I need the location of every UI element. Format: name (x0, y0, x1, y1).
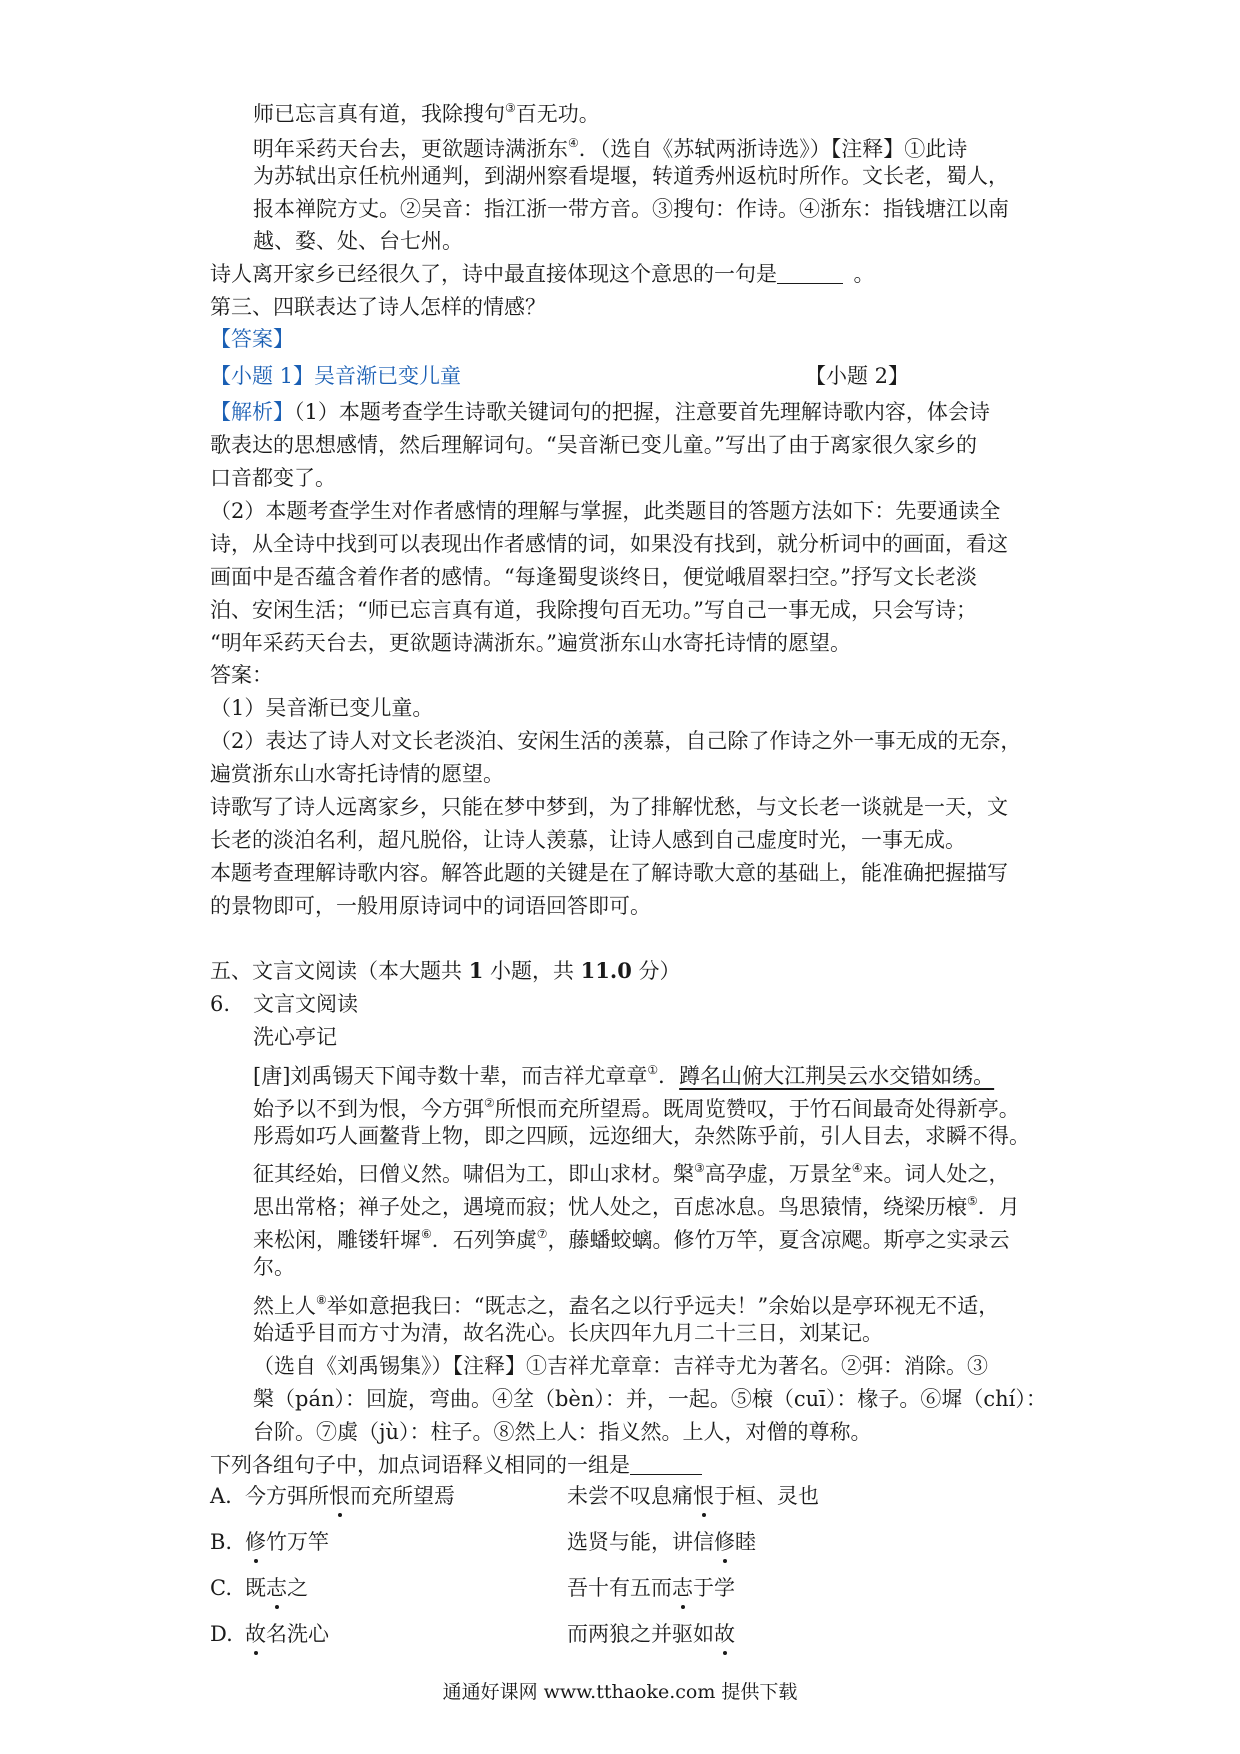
answer-line: （1）吴音渐已变儿童。 (210, 696, 434, 720)
dotted-word: 修 (714, 1526, 735, 1558)
analysis-line: 【解析】（1）本题考查学生诗歌关键词句的把握，注意要首先理解诗歌内容，体会诗 (210, 400, 990, 424)
mcq-option-letter: B. (210, 1530, 233, 1554)
mcq-option-right (567, 1618, 735, 1650)
footer-credit: 通通好课网 www.tthaoke.com 提供下载 (442, 1681, 798, 1703)
mcq-option-letter: A. (210, 1484, 232, 1508)
option-text: 未尝不叹息痛 (567, 1484, 693, 1508)
option-text: 于学 (693, 1576, 735, 1600)
mcq-option-left (245, 1618, 329, 1650)
option-text: 于桓、灵也 (714, 1484, 819, 1508)
passage-line: 彤焉如巧人画鳌背上物，即之四顾，远迩细大，杂然陈乎前，引人目去，求瞬不得。 (253, 1124, 1030, 1148)
poem-line-with-note: 明年采药天台去，更欲题诗满浙东④．（选自《苏轼两浙诗选》）【注释】①此诗 (253, 136, 968, 161)
option-text: 而充所望焉 (350, 1484, 455, 1508)
analysis-line: 泊、安闲生活；“师已忘言真有道，我除搜句百无功。”写自己一事无成，只会写诗； (210, 598, 977, 622)
analysis-line: 歌表达的思想感情，然后理解词句。“吴音渐已变儿童。”写出了由于离家很久家乡的 (210, 433, 977, 457)
analysis-line: 画面中是否蕴含着作者的感情。“每逢蜀叟谈终日，便觉峨眉翠扫空。”抒写文长老淡 (210, 565, 977, 589)
dotted-word: 故 (714, 1618, 735, 1650)
question-number: 6. (210, 992, 231, 1016)
option-text: 今方弭所 (245, 1484, 329, 1508)
mcq-option-left (245, 1572, 308, 1604)
passage-title: 洗心亭记 (253, 1025, 337, 1049)
mcq-option-right (567, 1526, 756, 1558)
dotted-word: 恨 (693, 1480, 714, 1512)
analysis-line: （2）本题考查学生对作者感情的理解与掌握，此类题目的答题方法如下：先要通读全 (210, 499, 1001, 523)
option-text: 吾十有五而 (567, 1576, 672, 1600)
answer-label: 答案： (210, 663, 273, 687)
passage-line: 征其经始，曰僧义然。啸侣为工，即山求材。槃③高孕虚，万景坌④来。词人处之， (253, 1161, 1010, 1186)
poem-line: 师已忘言真有道，我除搜句③百无功。 (253, 101, 600, 126)
analysis-line: 口音都变了。 (210, 466, 336, 490)
option-text: 竹万竿 (266, 1530, 329, 1554)
answer-blank (777, 261, 843, 284)
option-text: 名洗心 (266, 1622, 329, 1646)
option-text: 而两狼之并驱如 (567, 1622, 714, 1646)
mcq-option-letter: D. (210, 1622, 233, 1646)
analysis-line: 诗，从全诗中找到可以表现出作者感情的词，如果没有找到，就分析词中的画面，看这 (210, 532, 1008, 556)
mcq-option-right (567, 1480, 819, 1512)
question-title: 文言文阅读 (253, 992, 358, 1016)
summary-line: 本题考查理解诗歌内容。解答此题的关键是在了解诗歌大意的基础上，能准确把握描写 (210, 861, 1008, 885)
passage-line: [唐]刘禹锡天下闻寺数十辈，而吉祥尤章章①．蹲名山俯大江荆吴云水交错如绣。 (253, 1063, 995, 1088)
answer-line: 遍赏浙东山水寄托诗情的愿望。 (210, 762, 504, 786)
note-line: 为苏轼出京任杭州通判，到湖州察看堤堰，转道秀州返杭时所作。文长老，蜀人， (253, 164, 1009, 188)
note-line: 槃（pán）：回旋，弯曲。④坌（bèn）：并，一起。⑤榱（cuī）：椽子。⑥墀（chí）： (253, 1387, 1047, 1411)
note-line: （选自《刘禹锡集》）【注释】①吉祥尤章章：吉祥寺尤为著名。②弭：消除。③ (253, 1354, 988, 1378)
summary-line: 的景物即可，一般用原诗词中的词语回答即可。 (210, 894, 651, 918)
passage-line: 始予以不到为恨，今方弭②所恨而充所望焉。既周览赞叹，于竹石间最奇处得新亭。 (253, 1096, 1020, 1121)
answer-blank (630, 1452, 702, 1475)
answer-sub-1: 【小题 1】吴音渐已变儿童 (210, 364, 462, 388)
section-title: 五、文言文阅读（本大题共 1 小题，共 11.0 分） (210, 958, 681, 983)
passage-line: 然上人⑧举如意挹我曰：“既志之，盍名之以行乎远夫！”余始以是亭环视无不适， (253, 1293, 1000, 1318)
option-text: 睦 (735, 1530, 756, 1554)
underlined-sentence: 蹲名山俯大江荆吴云水交错如绣。 (679, 1064, 995, 1088)
dotted-word: 志 (266, 1572, 287, 1604)
note-line: 越、婺、处、台七州。 (253, 229, 463, 253)
note-line: 报本禅院方丈。②吴音：指江浙一带方音。③搜句：作诗。④浙东：指钱塘江以南 (253, 197, 1009, 221)
answer-line: （2）表达了诗人对文长老淡泊、安闲生活的羡慕，自己除了作诗之外一事无成的无奈， (210, 729, 1022, 753)
summary-line: 长老的淡泊名利，超凡脱俗，让诗人羡慕，让诗人感到自己虚度时光，一事无成。 (210, 828, 966, 852)
summary-line: 诗歌写了诗人远离家乡，只能在梦中梦到，为了排解忧愁，与文长老一谈就是一天，文 (210, 795, 1008, 819)
question-2: 第三、四联表达了诗人怎样的情感？ (210, 295, 546, 319)
answer-tag: 【答案】 (210, 327, 294, 351)
mcq-stem: 下列各组句子中，加点词语释义相同的一组是 (210, 1449, 702, 1481)
answer-sub-2: 【小题 2】 (805, 364, 910, 388)
dotted-word: 恨 (329, 1480, 350, 1512)
passage-line: 始适乎目而方寸为清，故名洗心。长庆四年九月二十三日，刘某记。 (253, 1321, 883, 1345)
question-1: 诗人离开家乡已经很久了，诗中最直接体现这个意思的一句是 。 (210, 262, 875, 286)
mcq-option-left (245, 1480, 455, 1512)
passage-line: 来松闲，雕镂轩墀⑥．石列笋虡⑦，藤蟠蛟螭。修竹万竿，夏含凉飔。斯亭之实录云 (253, 1227, 1010, 1252)
dotted-word: 故 (245, 1618, 266, 1650)
passage-line: 尔。 (253, 1255, 295, 1279)
note-line: 台阶。⑦虡（jù）：柱子。⑧然上人：指义然。上人，对僧的尊称。 (253, 1420, 872, 1444)
option-text: 既 (245, 1576, 266, 1600)
analysis-tag: 【解析】 (210, 400, 294, 424)
analysis-line: “明年采药天台去，更欲题诗满浙东。”遍赏浙东山水寄托诗情的愿望。 (210, 631, 851, 655)
mcq-option-left (245, 1526, 329, 1558)
passage-line: 思出常格；禅子处之，遇境而寂；忧人处之，百虑冰息。鸟思猿情，绕梁历榱⑤．月 (253, 1194, 1020, 1219)
mcq-option-right (567, 1572, 735, 1604)
mcq-option-letter: C. (210, 1576, 232, 1600)
dotted-word: 志 (672, 1572, 693, 1604)
dotted-word: 修 (245, 1526, 266, 1558)
option-text: 之 (287, 1576, 308, 1600)
option-text: 选贤与能，讲信 (567, 1530, 714, 1554)
